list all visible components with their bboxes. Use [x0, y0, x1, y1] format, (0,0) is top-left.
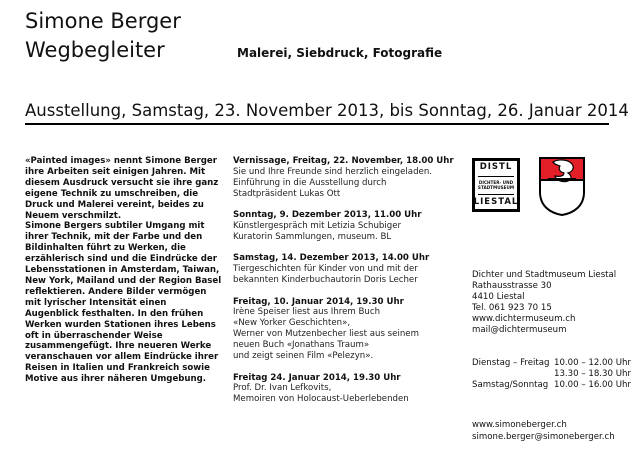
hours-row: [472, 380, 631, 391]
event-heading: Vernissage, Freitag, 22. November, 18.00 Uhr: [233, 156, 454, 166]
event-line: «New Yorker Geschichten»,: [233, 318, 351, 329]
logo-divider: [478, 194, 514, 195]
artist-website-link[interactable]: www.simoneberger.ch: [472, 420, 567, 430]
artist-name: Simone Berger: [25, 9, 181, 33]
artist-contact: [472, 420, 615, 443]
event-item: [233, 156, 455, 200]
hours-days: Samstag/Sonntag: [472, 380, 549, 391]
event-line: bekannten Kinderbuchautorin Doris Lecher: [233, 275, 418, 286]
opening-hours: [472, 358, 631, 391]
hours-time: 10.00 – 12.00 Uhr: [554, 358, 631, 368]
hours-time: 13.30 – 18.30 Uhr: [554, 369, 631, 380]
intro-text: [25, 156, 223, 385]
event-line: Memoiren von Holocaust-Ueberlebenden: [233, 394, 409, 405]
event-line: Prof. Dr. Ivan Lefkovits,: [233, 383, 332, 394]
intro-paragraph: Simone Bergers subtiler Umgang mit ihrer Technik, mit der Farbe und den Bildinhalten führt zu Werken, die erzählerisch sind und die Eindrücke der Lebensstationen in Amsterdam, Taiwan, New York, Mailand und der Region Basel reflektieren. Andere Bilder vermögen mit lyrischer Intensität einen Augenblick festhalten. In den frühen Werken wurden Stationen ihres Lebens oft in überraschender Weise zusammengefügt. Ihre neueren Werke veranschauen vor allem Eindrücke ihrer Reisen in Italien und Frankreich sowie Motive aus ihrer näheren Umgebung.: [25, 221, 222, 385]
event-line: Stadtpräsident Lukas Ott: [233, 188, 341, 199]
event-line: Einführung in die Ausstellung durch: [233, 177, 387, 188]
exhibition-dates-headline: Ausstellung, Samstag, 23. November 2013, bis Sonntag, 26. Januar 2014: [25, 101, 629, 120]
event-line: Kuratorin Sammlungen, museum. BL: [233, 231, 392, 242]
museum-city: 4410 Liestal: [472, 292, 525, 303]
hours-days: Dienstag – Freitag: [472, 358, 550, 368]
exhibition-subtitle: Malerei, Siebdruck, Fotografie: [237, 46, 443, 60]
event-item: [233, 373, 455, 406]
event-item: [233, 253, 455, 286]
event-heading: Freitag, 10. Januar 2014, 19.30 Uhr: [233, 296, 404, 307]
museum-street: Rathausstrasse 30: [472, 281, 552, 292]
event-line: Künstlergespräch mit Letizia Schubiger: [233, 221, 402, 232]
event-heading: Samstag, 14. Dezember 2013, 14.00 Uhr: [233, 253, 430, 264]
logo-bottom-text: LIESTAL: [473, 197, 519, 207]
event-item: [233, 297, 455, 362]
hours-row: [472, 358, 631, 369]
logo-top-text: DISTL: [479, 162, 513, 172]
event-item: [233, 210, 455, 243]
event-line: neuen Buch «Jonathans Traum»: [233, 340, 370, 351]
event-heading: Sonntag, 9. Dezember 2013, 11.00 Uhr: [233, 210, 422, 221]
artist-email-link[interactable]: simone.berger@simoneberger.ch: [472, 431, 615, 442]
events-list: [233, 156, 455, 416]
museum-logo: [472, 158, 520, 212]
hours-days: [472, 369, 554, 380]
museum-name: Dichter und Stadtmuseum Liestal: [472, 270, 617, 280]
museum-email-link[interactable]: mail@dichtermuseum: [472, 325, 567, 336]
event-heading: Freitag 24. Januar 2014, 19.30 Uhr: [233, 372, 401, 383]
hours-time: 10.00 – 16.00 Uhr: [554, 380, 631, 391]
event-line: und zeigt seinen Film «Pelezyn».: [233, 351, 374, 362]
headline-underline: [25, 123, 609, 125]
intro-paragraph: «Painted images» nennt Simone Berger ihre Arbeiten seit einigen Jahren. Mit diesem Ausdruck versucht sie ihre ganz eigene Technik zu umschreiben, die Druck und Malerei vereint, beides zu Neuem verschmilzt.: [25, 156, 219, 221]
logo-middle-text: DICHTER- UND STADTMUSEUM: [477, 180, 515, 190]
event-line: Irène Speiser liest aus Ihrem Buch: [233, 307, 381, 318]
logo-divider: [478, 176, 514, 177]
hours-row: [472, 369, 631, 380]
museum-website-link[interactable]: www.dichtermuseum.ch: [472, 314, 576, 325]
event-line: Tiergeschichten für Kinder von und mit der: [233, 264, 418, 275]
event-line: Sie und Ihre Freunde sind herzlich eingeladen.: [233, 166, 432, 177]
liestal-crest-icon: [538, 156, 586, 216]
event-line: Werner von Mutzenbecher liest aus seinem: [233, 329, 419, 340]
museum-phone: Tel. 061 923 70 15: [472, 303, 552, 314]
museum-contact: [472, 270, 637, 337]
exhibition-title: Wegbegleiter: [25, 38, 165, 62]
